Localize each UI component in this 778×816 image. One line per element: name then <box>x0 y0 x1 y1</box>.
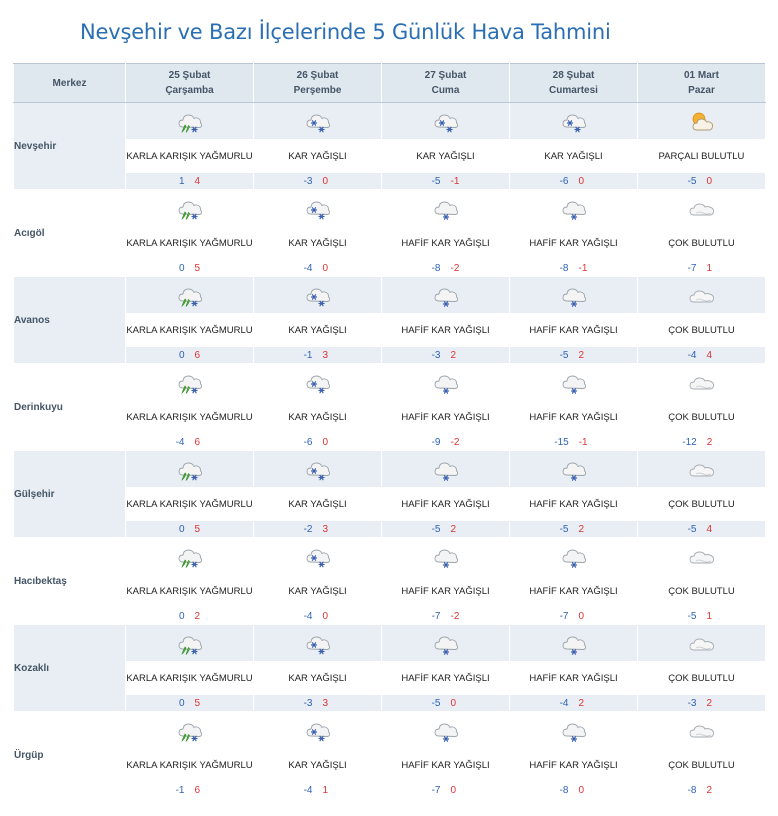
light-snow-icon <box>559 542 589 570</box>
max-temp: 2 <box>194 610 201 622</box>
sleet-icon <box>175 107 205 135</box>
min-temp: -5 <box>687 523 697 535</box>
max-temp: -2 <box>450 610 460 622</box>
max-temp: 4 <box>706 523 713 535</box>
header-day: 25 Şubat Çarşamba <box>126 64 254 103</box>
place-name: Gülşehir <box>14 451 126 538</box>
place-name: Kozaklı <box>14 625 126 712</box>
temperature-cell <box>126 608 254 625</box>
cloudy-icon <box>687 716 717 744</box>
min-temp: -8 <box>431 262 441 274</box>
condition-text: HAFİF KAR YAĞIŞLI <box>382 314 510 347</box>
weather-icon-cell <box>126 451 254 488</box>
max-temp: 0 <box>706 175 713 187</box>
min-temp: -7 <box>431 784 441 796</box>
max-temp: -2 <box>450 436 460 448</box>
weather-icon-cell <box>510 190 638 227</box>
max-temp: 2 <box>578 523 585 535</box>
max-temp: -1 <box>450 175 460 187</box>
max-temp: 6 <box>194 349 201 361</box>
place-name: Derinkuyu <box>14 364 126 451</box>
condition-text: HAFİF KAR YAĞIŞLI <box>510 227 638 260</box>
max-temp: 2 <box>578 349 585 361</box>
place-name: Acıgöl <box>14 190 126 277</box>
min-temp: -4 <box>303 262 313 274</box>
weather-icon-cell <box>126 277 254 314</box>
weather-icon-cell <box>638 364 766 401</box>
condition-text: HAFİF KAR YAĞIŞLI <box>382 575 510 608</box>
weather-icon-cell <box>638 538 766 575</box>
temperature-cell <box>510 608 638 625</box>
forecast-row <box>14 103 766 140</box>
temperature-cell <box>510 173 638 190</box>
temperature-cell <box>126 173 254 190</box>
temperature-cell <box>638 695 766 712</box>
min-temp: -5 <box>431 523 441 535</box>
sleet-icon <box>175 542 205 570</box>
weather-icon-cell <box>638 190 766 227</box>
forecast-row <box>14 364 766 401</box>
light-snow-icon <box>431 542 461 570</box>
weather-icon-cell <box>254 538 382 575</box>
min-temp: -15 <box>554 436 569 448</box>
condition-text: KARLA KARIŞIK YAĞMURLU <box>126 314 254 347</box>
light-snow-icon <box>431 629 461 657</box>
condition-text: KAR YAĞIŞLI <box>254 401 382 434</box>
weather-icon-cell <box>510 103 638 140</box>
temperature-cell <box>254 347 382 364</box>
temperature-cell <box>382 695 510 712</box>
condition-text: ÇOK BULUTLU <box>638 488 766 521</box>
min-temp: -8 <box>687 784 697 796</box>
weather-icon-cell <box>126 538 254 575</box>
min-temp: -7 <box>431 610 441 622</box>
min-temp: -4 <box>303 784 313 796</box>
condition-text: KAR YAĞIŞLI <box>254 662 382 695</box>
weather-icon-cell <box>510 364 638 401</box>
temperature-cell <box>126 260 254 277</box>
max-temp: 0 <box>322 610 329 622</box>
max-temp: 0 <box>450 697 457 709</box>
min-temp: -5 <box>559 523 569 535</box>
header-row <box>14 64 766 103</box>
light-snow-icon <box>431 368 461 396</box>
min-temp: -4 <box>303 610 313 622</box>
sleet-icon <box>175 368 205 396</box>
weather-icon-cell <box>126 364 254 401</box>
min-temp: -6 <box>303 436 313 448</box>
forecast-row <box>14 451 766 488</box>
temperature-cell <box>126 434 254 451</box>
condition-text: KARLA KARIŞIK YAĞMURLU <box>126 662 254 695</box>
weather-icon-cell <box>254 277 382 314</box>
max-temp: 2 <box>450 349 457 361</box>
max-temp: 1 <box>322 784 329 796</box>
condition-text: ÇOK BULUTLU <box>638 401 766 434</box>
condition-text: HAFİF KAR YAĞIŞLI <box>382 662 510 695</box>
min-temp: 0 <box>178 262 185 274</box>
temperature-cell <box>126 782 254 799</box>
sleet-icon <box>175 716 205 744</box>
temperature-cell <box>638 608 766 625</box>
snow-icon <box>303 194 333 222</box>
temperature-cell <box>638 782 766 799</box>
max-temp: 3 <box>322 697 329 709</box>
condition-text: HAFİF KAR YAĞIŞLI <box>510 401 638 434</box>
weather-icon-cell <box>638 103 766 140</box>
min-temp: -7 <box>687 262 697 274</box>
temperature-cell <box>382 782 510 799</box>
snow-icon <box>303 629 333 657</box>
max-temp: 0 <box>322 262 329 274</box>
snow-icon <box>303 455 333 483</box>
max-temp: 0 <box>578 175 585 187</box>
place-name: Hacıbektaş <box>14 538 126 625</box>
min-temp: -1 <box>175 784 185 796</box>
weather-icon-cell <box>510 538 638 575</box>
max-temp: 3 <box>322 349 329 361</box>
max-temp: 0 <box>322 436 329 448</box>
temperature-cell <box>254 173 382 190</box>
max-temp: 0 <box>578 784 585 796</box>
sleet-icon <box>175 281 205 309</box>
weather-icon-cell <box>510 277 638 314</box>
min-temp: -8 <box>559 784 569 796</box>
condition-text: KAR YAĞIŞLI <box>254 575 382 608</box>
max-temp: 5 <box>194 262 201 274</box>
min-temp: 0 <box>178 697 185 709</box>
max-temp: 3 <box>322 523 329 535</box>
weather-icon-cell <box>638 451 766 488</box>
min-temp: 0 <box>178 610 185 622</box>
temperature-cell <box>254 521 382 538</box>
condition-text: KAR YAĞIŞLI <box>510 140 638 173</box>
temperature-cell <box>382 434 510 451</box>
temperature-cell <box>126 695 254 712</box>
temperature-cell <box>254 260 382 277</box>
light-snow-icon <box>559 194 589 222</box>
condition-text: KAR YAĞIŞLI <box>254 749 382 782</box>
temperature-cell <box>254 782 382 799</box>
temperature-cell <box>638 434 766 451</box>
condition-text: KAR YAĞIŞLI <box>254 488 382 521</box>
snow-icon <box>559 107 589 135</box>
min-temp: -5 <box>687 175 697 187</box>
light-snow-icon <box>431 455 461 483</box>
temperature-cell <box>382 608 510 625</box>
min-temp: -4 <box>687 349 697 361</box>
max-temp: 4 <box>194 175 201 187</box>
min-temp: -8 <box>559 262 569 274</box>
condition-text: HAFİF KAR YAĞIŞLI <box>382 488 510 521</box>
weather-icon-cell <box>254 190 382 227</box>
snow-icon <box>431 107 461 135</box>
condition-text: HAFİF KAR YAĞIŞLI <box>510 662 638 695</box>
temperature-cell <box>382 521 510 538</box>
weather-icon-cell <box>638 277 766 314</box>
condition-text: KARLA KARIŞIK YAĞMURLU <box>126 488 254 521</box>
temperature-cell <box>382 173 510 190</box>
condition-text: HAFİF KAR YAĞIŞLI <box>382 401 510 434</box>
min-temp: -5 <box>431 175 441 187</box>
weather-icon-cell <box>382 712 510 749</box>
condition-text: ÇOK BULUTLU <box>638 314 766 347</box>
weather-icon-cell <box>126 190 254 227</box>
weather-icon-cell <box>382 103 510 140</box>
snow-icon <box>303 542 333 570</box>
min-temp: -3 <box>687 697 697 709</box>
light-snow-icon <box>559 716 589 744</box>
max-temp: 6 <box>194 436 201 448</box>
temperature-cell <box>254 434 382 451</box>
max-temp: 1 <box>706 610 713 622</box>
header-day: 01 Mart Pazar <box>638 64 766 103</box>
condition-text: KARLA KARIŞIK YAĞMURLU <box>126 401 254 434</box>
max-temp: 2 <box>578 697 585 709</box>
min-temp: 0 <box>178 523 185 535</box>
temperature-cell <box>638 521 766 538</box>
weather-icon-cell <box>254 364 382 401</box>
condition-text: KAR YAĞIŞLI <box>254 227 382 260</box>
condition-text: KARLA KARIŞIK YAĞMURLU <box>126 140 254 173</box>
sleet-icon <box>175 629 205 657</box>
min-temp: 0 <box>178 349 185 361</box>
max-temp: 2 <box>706 697 713 709</box>
min-temp: -7 <box>559 610 569 622</box>
max-temp: 5 <box>194 697 201 709</box>
weather-icon-cell <box>382 364 510 401</box>
weather-icon-cell <box>254 103 382 140</box>
condition-text: HAFİF KAR YAĞIŞLI <box>510 575 638 608</box>
condition-text: KAR YAĞIŞLI <box>254 140 382 173</box>
forecast-row <box>14 712 766 749</box>
max-temp: 0 <box>322 175 329 187</box>
place-name: Ürgüp <box>14 712 126 799</box>
cloudy-icon <box>687 542 717 570</box>
condition-text: HAFİF KAR YAĞIŞLI <box>510 488 638 521</box>
min-temp: -4 <box>175 436 185 448</box>
temperature-cell <box>510 782 638 799</box>
page-title: Nevşehir ve Bazı İlçelerinde 5 Günlük Hava Tahmini <box>80 20 611 44</box>
weather-icon-cell <box>382 190 510 227</box>
light-snow-icon <box>559 455 589 483</box>
condition-text: HAFİF KAR YAĞIŞLI <box>510 314 638 347</box>
light-snow-icon <box>559 629 589 657</box>
condition-text: KAR YAĞIŞLI <box>382 140 510 173</box>
min-temp: -3 <box>303 175 313 187</box>
temperature-cell <box>638 173 766 190</box>
min-temp: -2 <box>303 523 313 535</box>
header-day: 27 Şubat Cuma <box>382 64 510 103</box>
min-temp: -5 <box>687 610 697 622</box>
max-temp: 2 <box>450 523 457 535</box>
partly-cloudy-icon <box>687 107 717 135</box>
min-temp: -1 <box>303 349 313 361</box>
header-day: 26 Şubat Perşembe <box>254 64 382 103</box>
condition-text: ÇOK BULUTLU <box>638 227 766 260</box>
condition-text: HAFİF KAR YAĞIŞLI <box>510 749 638 782</box>
temperature-cell <box>510 347 638 364</box>
header-merkez: Merkez <box>14 64 126 103</box>
condition-text: ÇOK BULUTLU <box>638 662 766 695</box>
cloudy-icon <box>687 455 717 483</box>
temperature-cell <box>638 260 766 277</box>
condition-text: KAR YAĞIŞLI <box>254 314 382 347</box>
weather-icon-cell <box>254 712 382 749</box>
temperature-cell <box>254 608 382 625</box>
weather-icon-cell <box>382 277 510 314</box>
cloudy-icon <box>687 368 717 396</box>
max-temp: 0 <box>450 784 457 796</box>
temperature-cell <box>382 260 510 277</box>
weather-icon-cell <box>510 712 638 749</box>
weather-icon-cell <box>126 103 254 140</box>
weather-icon-cell <box>638 712 766 749</box>
min-temp: -3 <box>431 349 441 361</box>
min-temp: 1 <box>178 175 185 187</box>
min-temp: -4 <box>559 697 569 709</box>
light-snow-icon <box>559 368 589 396</box>
max-temp: 1 <box>706 262 713 274</box>
light-snow-icon <box>431 281 461 309</box>
min-temp: -3 <box>303 697 313 709</box>
place-name: Nevşehir <box>14 103 126 190</box>
condition-text: HAFİF KAR YAĞIŞLI <box>382 749 510 782</box>
min-temp: -6 <box>559 175 569 187</box>
cloudy-icon <box>687 281 717 309</box>
condition-text: KARLA KARIŞIK YAĞMURLU <box>126 749 254 782</box>
max-temp: 2 <box>706 784 713 796</box>
max-temp: 2 <box>706 436 713 448</box>
condition-text: HAFİF KAR YAĞIŞLI <box>382 227 510 260</box>
forecast-table <box>13 63 766 799</box>
forecast-row <box>14 538 766 575</box>
temperature-cell <box>126 347 254 364</box>
forecast-row <box>14 277 766 314</box>
weather-icon-cell <box>254 451 382 488</box>
max-temp: -1 <box>578 262 588 274</box>
weather-icon-cell <box>254 625 382 662</box>
weather-icon-cell <box>382 451 510 488</box>
snow-icon <box>303 716 333 744</box>
weather-icon-cell <box>126 625 254 662</box>
max-temp: -2 <box>450 262 460 274</box>
forecast-row <box>14 190 766 227</box>
sleet-icon <box>175 194 205 222</box>
condition-text: PARÇALI BULUTLU <box>638 140 766 173</box>
snow-icon <box>303 281 333 309</box>
temperature-cell <box>510 260 638 277</box>
temperature-cell <box>638 347 766 364</box>
cloudy-icon <box>687 629 717 657</box>
light-snow-icon <box>431 194 461 222</box>
weather-icon-cell <box>510 625 638 662</box>
condition-text: KARLA KARIŞIK YAĞMURLU <box>126 575 254 608</box>
max-temp: -1 <box>578 436 588 448</box>
max-temp: 6 <box>194 784 201 796</box>
max-temp: 4 <box>706 349 713 361</box>
weather-icon-cell <box>638 625 766 662</box>
condition-text: KARLA KARIŞIK YAĞMURLU <box>126 227 254 260</box>
weather-icon-cell <box>382 538 510 575</box>
temperature-cell <box>254 695 382 712</box>
weather-icon-cell <box>382 625 510 662</box>
light-snow-icon <box>559 281 589 309</box>
temperature-cell <box>510 695 638 712</box>
forecast-row <box>14 625 766 662</box>
cloudy-icon <box>687 194 717 222</box>
min-temp: -5 <box>559 349 569 361</box>
temperature-cell <box>510 521 638 538</box>
snow-icon <box>303 368 333 396</box>
temperature-cell <box>126 521 254 538</box>
temperature-cell <box>382 347 510 364</box>
condition-text: ÇOK BULUTLU <box>638 749 766 782</box>
max-temp: 0 <box>578 610 585 622</box>
place-name: Avanos <box>14 277 126 364</box>
min-temp: -9 <box>431 436 441 448</box>
light-snow-icon <box>431 716 461 744</box>
condition-text: ÇOK BULUTLU <box>638 575 766 608</box>
snow-icon <box>303 107 333 135</box>
min-temp: -12 <box>682 436 697 448</box>
max-temp: 5 <box>194 523 201 535</box>
weather-icon-cell <box>510 451 638 488</box>
min-temp: -5 <box>431 697 441 709</box>
sleet-icon <box>175 455 205 483</box>
header-day: 28 Şubat Cumartesi <box>510 64 638 103</box>
temperature-cell <box>510 434 638 451</box>
weather-icon-cell <box>126 712 254 749</box>
